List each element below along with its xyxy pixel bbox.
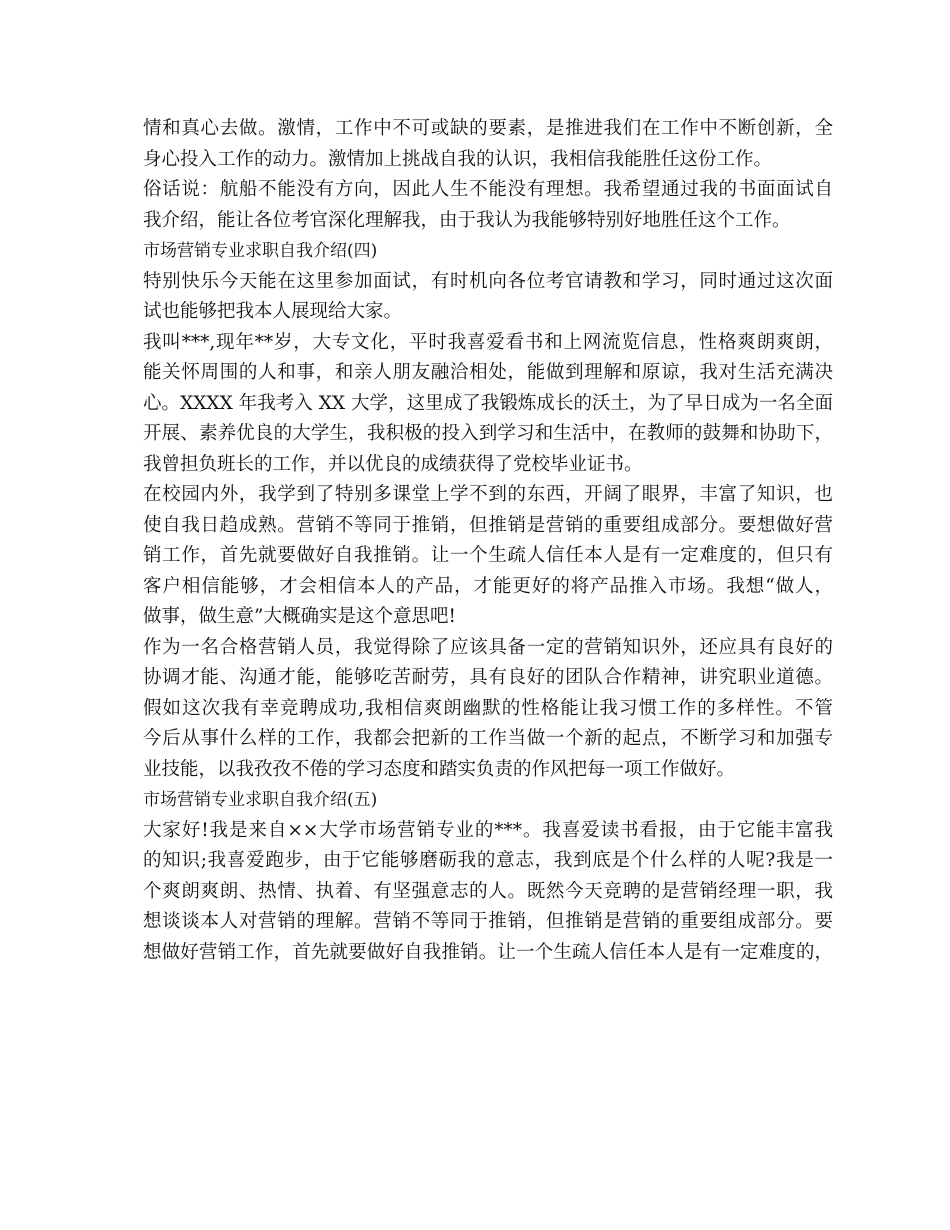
text-line: 假如这次我有幸竞聘成功,我相信爽朗幽默的性格能让我习惯工作的多样性。不管	[143, 697, 833, 719]
text-line: 身心投入工作的动力。激情加上挑战自我的认识，我相信我能胜任这份工作。	[143, 148, 773, 170]
text-line: 想谈谈本人对营销的理解。营销不等同于推销，但推销是营销的重要组成部分。要	[143, 911, 833, 932]
text-line: 开展、素养优良的大学生，我积极的投入到学习和生活中，在教师的鼓舞和协助下，	[143, 423, 833, 444]
text-line: 客户相信能够，才会相信本人的产品，才能更好的将产品推入市场。我想“做人，	[143, 575, 833, 597]
text-line: 个爽朗爽朗、热情、执着、有坚强意志的人。既然今天竞聘的是营销经理一职，我	[143, 880, 833, 902]
text-line: 我叫***,现年**岁，大专文化，平时我喜爱看书和上网流览信息，性格爽朗爽朗，	[143, 331, 833, 353]
text-line: 作为一名合格营销人员，我觉得除了应该具备一定的营销知识外，还应具有良好的	[143, 636, 833, 658]
text-line: 今后从事什么样的工作，我都会把新的工作当做一个新的起点，不断学习和加强专	[143, 728, 833, 749]
section-heading: 市场营销专业求职自我介绍(五)	[143, 790, 378, 810]
text-line: 在校园内外，我学到了特别多课堂上学不到的东西，开阔了眼界，丰富了知识，也	[143, 484, 833, 505]
text-line: 心。XXXX 年我考入 XX 大学，这里成了我锻炼成长的沃土，为了早日成为一名全面	[143, 392, 833, 414]
text-line: 协调才能、沟通才能，能够吃苦耐劳，具有良好的团队合作精神，讲究职业道德。	[143, 667, 833, 688]
text-line: 特别快乐今天能在这里参加面试，有时机向各位考官请教和学习，同时通过这次面	[143, 270, 833, 292]
text-line: 情和真心去做。激情，工作中不可或缺的要素，是推进我们在工作中不断创新，全	[143, 118, 833, 139]
text-line: 的知识;我喜爱跑步，由于它能够磨砺我的意志，我到底是个什么样的人呢?我是一	[143, 850, 833, 871]
text-line: 使自我日趋成熟。营销不等同于推销，但推销是营销的重要组成部分。要想做好营	[143, 514, 833, 536]
text-line: 大家好!我是来自××大学市场营销专业的***。我喜爱读书看报，由于它能丰富我	[143, 819, 833, 841]
text-line: 想做好营销工作，首先就要做好自我推销。让一个生疏人信任本人是有一定难度的，	[143, 941, 833, 963]
text-line: 俗话说：航船不能没有方向，因此人生不能没有理想。我希望通过我的书面面试自	[143, 179, 833, 200]
document-body	[143, 114, 833, 968]
text-line: 做事，做生意”大概确实是这个意思吧!	[143, 606, 456, 627]
text-line: 能关怀周围的人和事，和亲人朋友融洽相处，能做到理解和原谅，我对生活充满决	[143, 362, 833, 383]
text-line: 我曾担负班长的工作，并以优良的成绩获得了党校毕业证书。	[143, 453, 643, 475]
text-line: 我介绍，能让各位考官深化理解我，由于我认为我能够特别好地胜任这个工作。	[143, 209, 791, 231]
section-heading: 市场营销专业求职自我介绍(四)	[143, 241, 378, 261]
text-line: 业技能，以我孜孜不倦的学习态度和踏实负责的作风把每一项工作做好。	[143, 758, 736, 780]
text-line: 试也能够把我本人展现给大家。	[143, 301, 403, 322]
text-line: 销工作，首先就要做好自我推销。让一个生疏人信任本人是有一定难度的，但只有	[143, 545, 833, 566]
